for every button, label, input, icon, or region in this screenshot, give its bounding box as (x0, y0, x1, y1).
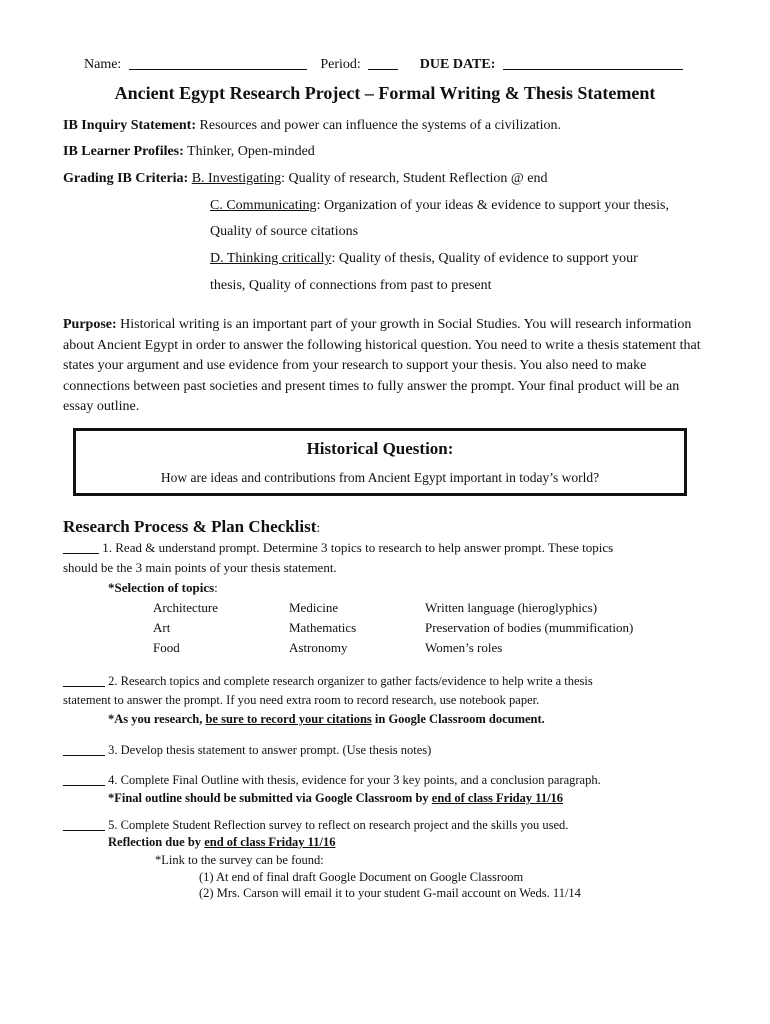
step-5 (63, 818, 568, 833)
step-2-note-a: *As you research, (108, 712, 206, 726)
checklist-title-colon: : (316, 521, 321, 536)
historical-question-box (73, 428, 687, 496)
name-label: Name: (84, 57, 122, 72)
step-2-checkbox-blank[interactable] (63, 674, 105, 687)
ib-profiles-label: IB Learner Profiles: (63, 144, 184, 159)
grading-line-d-cont: thesis, Quality of connections from past to present (210, 278, 492, 293)
name-blank (129, 55, 307, 70)
grading-line-b (63, 171, 548, 187)
ib-inquiry-label: IB Inquiry Statement: (63, 118, 197, 133)
topic-item: Women’s roles (425, 640, 503, 655)
step-3-text: 3. Develop thesis statement to answer prompt. (Use thesis notes) (108, 743, 432, 757)
grading-line-d (210, 251, 638, 267)
selection-label: *Selection of topics (108, 580, 215, 595)
checklist-title-text: Research Process & Plan Checklist (63, 517, 317, 536)
criterion-d-text: : Quality of thesis, Quality of evidence to support your (331, 251, 638, 266)
due-date-label: DUE DATE: (419, 57, 496, 72)
link-option-2: (2) Mrs. Carson will email it to your student G-mail account on Weds. 11/14 (199, 886, 581, 900)
step-2-note (108, 712, 545, 727)
step-5-note-b: end of class Friday 11/16 (204, 835, 336, 849)
step-1-cont: should be the 3 main points of your thesis statement. (63, 560, 337, 575)
step-2 (63, 674, 593, 689)
step-5-text: 5. Complete Student Reflection survey to reflect on research project and the skills you used. (108, 818, 569, 832)
link-note: *Link to the survey can be found: (155, 853, 324, 867)
step-4-checkbox-blank[interactable] (63, 773, 105, 786)
step-4 (63, 773, 601, 788)
grading-label: Grading IB Criteria: (63, 171, 189, 186)
page-title: Ancient Egypt Research Project – Formal Writing & Thesis Statement (114, 83, 656, 103)
step-1 (63, 540, 613, 556)
ib-inquiry-text: Resources and power can influence the systems of a civilization. (196, 118, 562, 133)
topics-column-1 (153, 598, 218, 658)
criterion-c-text: : Organization of your ideas & evidence to support your thesis, (316, 198, 669, 213)
grading-line-c-cont: Quality of source citations (210, 224, 359, 239)
topic-item: Astronomy (289, 640, 348, 655)
step-5-note (108, 835, 335, 850)
selection-colon: : (214, 580, 218, 595)
topic-item: Food (153, 640, 180, 655)
step-4-text: 4. Complete Final Outline with thesis, evidence for your 3 key points, and a conclusion paragraph. (108, 773, 601, 787)
step-4-note (108, 791, 563, 806)
link-option-1: (1) At end of final draft Google Document on Google Classroom (199, 870, 524, 884)
historical-question-text: How are ideas and contributions from Ancient Egypt important in today’s world? (160, 470, 600, 485)
selection-of-topics (108, 580, 218, 596)
header-row (84, 55, 683, 73)
historical-question-title: Historical Question: (306, 439, 454, 458)
step-3 (63, 743, 431, 758)
topic-item: Architecture (153, 600, 218, 615)
purpose-label: Purpose: (63, 317, 117, 332)
ib-profiles-text: Thinker, Open-minded (183, 144, 315, 159)
period-label: Period: (320, 57, 361, 72)
step-2-text: 2. Research topics and complete research organizer to gather facts/evidence to help write a thesis (108, 674, 593, 688)
topic-item: Preservation of bodies (mummification) (425, 620, 634, 635)
step-2-note-c: in Google Classroom document. (371, 712, 545, 726)
step-5-note-a: Reflection due by (108, 835, 205, 849)
step-1-text: 1. Read & understand prompt. Determine 3 topics to research to help answer prompt. These topics (102, 540, 614, 555)
step-5-checkbox-blank[interactable] (63, 818, 105, 831)
step-4-note-a: *Final outline should be submitted via Google Classroom by (108, 791, 432, 805)
due-date-blank (503, 55, 683, 70)
purpose-paragraph (63, 315, 711, 418)
step-2-note-b: be sure to record your citations (205, 712, 372, 726)
checklist-title (63, 517, 320, 537)
topics-column-2 (289, 598, 356, 658)
criterion-c-link: C. Communicating (210, 198, 317, 213)
topics-column-3 (425, 598, 633, 658)
topic-item: Medicine (289, 600, 339, 615)
step-4-note-b: end of class Friday 11/16 (431, 791, 564, 805)
purpose-text: Historical writing is an important part of your growth in Social Studies. You will research information about Ancient Egypt in order to answer the following historical question. You need to write a thesis statement that states your argument and use evidence from your research to support your thesis. You also need to make connections between past societies and present times to fully answer the prompt. Your final product will be an essay outline. (63, 317, 701, 414)
criterion-d-link: D. Thinking critically (210, 251, 332, 266)
step-3-checkbox-blank[interactable] (63, 743, 105, 756)
ib-inquiry-line (63, 118, 561, 134)
step-2-cont: statement to answer the prompt. If you need extra room to record research, use notebook paper. (63, 693, 540, 707)
period-blank (368, 55, 398, 70)
step-1-checkbox-blank[interactable] (63, 541, 99, 554)
criterion-b-text: : Quality of research, Student Reflection @ end (281, 171, 548, 186)
criterion-b-link: B. Investigating (191, 171, 282, 186)
grading-line-c (210, 198, 669, 214)
topic-item: Art (153, 620, 171, 635)
topic-item: Written language (hieroglyphics) (425, 600, 598, 615)
topic-item: Mathematics (289, 620, 357, 635)
ib-profiles-line (63, 144, 315, 160)
